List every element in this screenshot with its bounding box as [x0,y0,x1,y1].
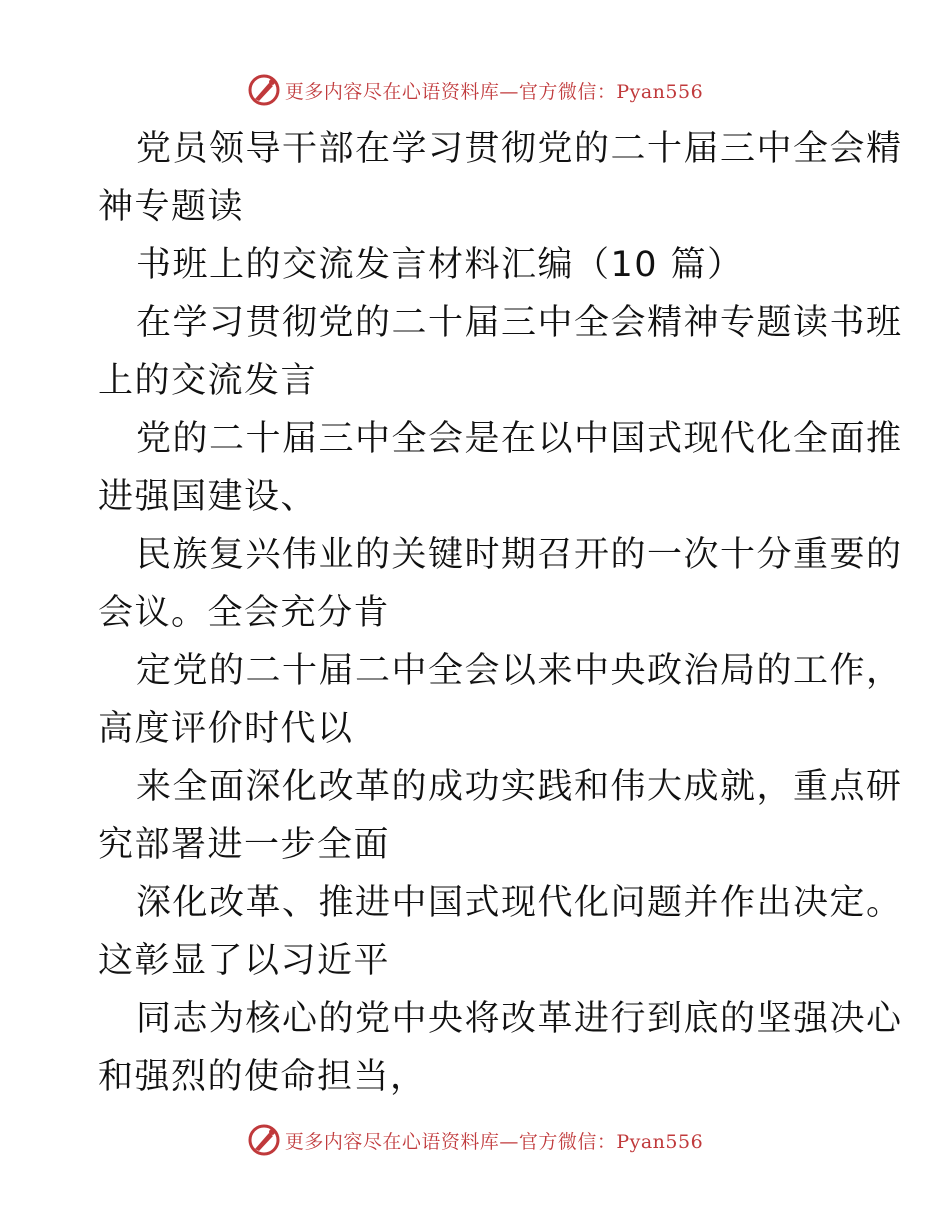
paragraph-line: 书班上的交流发言材料汇编（10 篇） [136,245,744,285]
paragraph-line: 进强国建设、 [98,477,318,517]
paragraph [98,120,903,236]
red-pen-circle-icon [247,1123,281,1157]
paragraph-line: 究部署进一步全面 [98,825,391,865]
document-body [98,120,903,1106]
paragraph-line: 上的交流发言 [98,361,318,401]
paragraph-line: 在学习贯彻党的二十届三中全会精神专题读书班 [136,303,903,343]
footer-banner [0,1120,950,1160]
paragraph-line: 这彰显了以习近平 [98,941,391,981]
header-banner-text: 更多内容尽在心语资料库—官方微信：Pyan556 [284,80,704,103]
paragraph-line: 来全面深化改革的成功实践和伟大成就，重点研 [136,767,903,807]
paragraph [98,236,858,294]
paragraph-line: 同志为核心的党中央将改革进行到底的坚强决心 [136,999,903,1039]
red-pen-circle-icon [247,73,281,107]
footer-banner-text: 更多内容尽在心语资料库—官方微信：Pyan556 [284,1130,704,1153]
paragraph-line: 会议。全会充分肯 [98,593,391,633]
paragraph-line: 和强烈的使命担当， [98,1057,427,1097]
paragraph-line: 高度评价时代以 [98,709,354,749]
paragraph-line: 神专题读 [98,187,245,227]
paragraph-line: 民族复兴伟业的关键时期召开的一次十分重要的 [136,535,903,575]
paragraph [98,990,903,1106]
paragraph [98,642,903,758]
paragraph [98,758,903,874]
paragraph-line: 深化改革、推进中国式现代化问题并作出决定。 [136,883,903,923]
paragraph [98,294,903,410]
paragraph [98,874,903,990]
paragraph-line: 定党的二十届二中全会以来中央政治局的工作， [136,651,903,691]
paragraph [98,410,903,526]
paragraph [98,526,903,642]
header-banner [0,70,950,110]
paragraph-line: 党员领导干部在学习贯彻党的二十届三中全会精 [136,129,903,169]
paragraph-line: 党的二十届三中全会是在以中国式现代化全面推 [136,419,903,459]
